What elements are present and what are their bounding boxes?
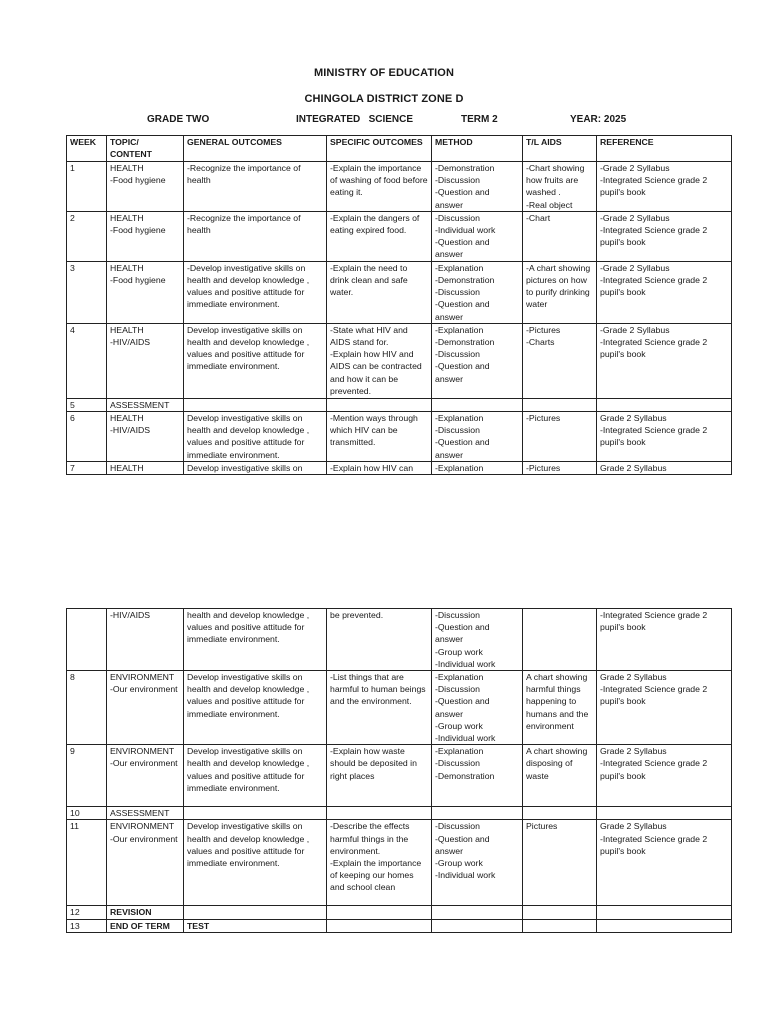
- cell-reference: Grade 2 Syllabus -Integrated Science grade 2 pupil's book: [597, 820, 732, 906]
- cell-method: [432, 398, 523, 411]
- cell-specific: -Mention ways through which HIV can be transmitted.: [327, 412, 432, 462]
- column-header-week: WEEK: [67, 136, 107, 162]
- cell-aids: [523, 919, 597, 932]
- cell-method: -Explanation -Discussion -Question and answer -Group work -Individual work: [432, 671, 523, 745]
- cell-general: [184, 906, 327, 919]
- cell-reference: Grade 2 Syllabus -Integrated Science grade 2 pupil's book: [597, 671, 732, 745]
- cell-aids: -A chart showing pictures on how to purify drinking water: [523, 261, 597, 323]
- cell-week: [67, 609, 107, 671]
- cell-topic: HEALTH -HIV/AIDS: [107, 323, 184, 398]
- column-header-reference: REFERENCE: [597, 136, 732, 162]
- cell-aids: -Chart: [523, 211, 597, 261]
- cell-general: Develop investigative skills on health and develop knowledge , values and positive attitude for immediate environment.: [184, 671, 327, 745]
- cell-topic: END OF TERM: [107, 919, 184, 932]
- cell-method: -Explanation: [432, 461, 523, 474]
- table-row-week-3: [67, 261, 732, 323]
- cell-aids: [523, 906, 597, 919]
- cell-topic: ENVIRONMENT -Our environment: [107, 820, 184, 906]
- cell-week: 11: [67, 820, 107, 906]
- cell-aids: Pictures: [523, 820, 597, 906]
- year-label: YEAR: 2025: [570, 114, 627, 125]
- cell-specific: -State what HIV and AIDS stand for. -Explain how HIV and AIDS can be contracted and how it can be prevented.: [327, 323, 432, 398]
- cell-aids: -Pictures: [523, 461, 597, 474]
- scheme-table-page-2: [66, 608, 732, 933]
- cell-reference: -Grade 2 Syllabus -Integrated Science grade 2 pupil's book: [597, 162, 732, 212]
- cell-specific: -Explain the dangers of eating expired food.: [327, 211, 432, 261]
- table-row-week-13: [67, 919, 732, 932]
- cell-general: health and develop knowledge , values and positive attitude for immediate environment.: [184, 609, 327, 671]
- table-row-week-2: [67, 211, 732, 261]
- table-row-week-4: [67, 323, 732, 398]
- cell-specific: -Explain the need to drink clean and safe water.: [327, 261, 432, 323]
- ministry-title: MINISTRY OF EDUCATION: [313, 67, 454, 79]
- cell-week: 4: [67, 323, 107, 398]
- cell-topic: -HIV/AIDS: [107, 609, 184, 671]
- column-header-topic: TOPIC/ CONTENT: [107, 136, 184, 162]
- cell-method: [432, 919, 523, 932]
- cell-week: 12: [67, 906, 107, 919]
- column-header-specific-outcomes: SPECIFIC OUTCOMES: [327, 136, 432, 162]
- cell-method: [432, 807, 523, 820]
- cell-aids: -Pictures: [523, 412, 597, 462]
- column-header-tl-aids: T/L AIDS: [523, 136, 597, 162]
- cell-aids: [523, 609, 597, 671]
- cell-method: [432, 906, 523, 919]
- cell-topic: HEALTH -Food hygiene: [107, 211, 184, 261]
- cell-reference: Grade 2 Syllabus -Integrated Science grade 2 pupil's book: [597, 412, 732, 462]
- cell-aids: [523, 807, 597, 820]
- cell-topic: HEALTH -Food hygiene: [107, 261, 184, 323]
- cell-method: -Explanation -Discussion -Question and answer: [432, 412, 523, 462]
- cell-week: 2: [67, 211, 107, 261]
- table-row-week-continued: [67, 609, 732, 671]
- cell-aids: [523, 398, 597, 411]
- cell-week: 3: [67, 261, 107, 323]
- district-title: CHINGOLA DISTRICT ZONE D: [304, 93, 464, 105]
- cell-specific: be prevented.: [327, 609, 432, 671]
- cell-method: -Discussion -Individual work -Question and answer: [432, 211, 523, 261]
- cell-topic: REVISION: [107, 906, 184, 919]
- cell-aids: -Pictures -Charts: [523, 323, 597, 398]
- column-header-general-outcomes: GENERAL OUTCOMES: [184, 136, 327, 162]
- cell-general: Develop investigative skills on health and develop knowledge , values and positive attitude for immediate environment.: [184, 820, 327, 906]
- cell-reference: -Grade 2 Syllabus -Integrated Science grade 2 pupil's book: [597, 211, 732, 261]
- cell-general: TEST: [184, 919, 327, 932]
- cell-week: 7: [67, 461, 107, 474]
- cell-method: -Discussion -Question and answer -Group work -Individual work: [432, 820, 523, 906]
- cell-reference: -Grade 2 Syllabus -Integrated Science grade 2 pupil's book: [597, 261, 732, 323]
- cell-week: 9: [67, 745, 107, 807]
- cell-method: -Discussion -Question and answer -Group work -Individual work: [432, 609, 523, 671]
- table-row-week-1: [67, 162, 732, 212]
- cell-week: 13: [67, 919, 107, 932]
- table-row-week-9: [67, 745, 732, 807]
- cell-reference: [597, 919, 732, 932]
- cell-specific: -Explain how HIV can: [327, 461, 432, 474]
- cell-specific: -List things that are harmful to human beings and the environment.: [327, 671, 432, 745]
- cell-method: -Demonstration -Discussion -Question and answer: [432, 162, 523, 212]
- cell-general: Develop investigative skills on health and develop knowledge , values and positive attitude for immediate environment.: [184, 412, 327, 462]
- cell-topic: ASSESSMENT: [107, 807, 184, 820]
- cell-specific: -Explain the importance of washing of food before eating it.: [327, 162, 432, 212]
- cell-reference: [597, 398, 732, 411]
- subject-label: INTEGRATED SCIENCE: [296, 114, 414, 125]
- table-row-week-8: [67, 671, 732, 745]
- cell-general: -Recognize the importance of health: [184, 162, 327, 212]
- cell-general: Develop investigative skills on health and develop knowledge , values and positive attitude for immediate environment.: [184, 745, 327, 807]
- term-label: TERM 2: [461, 114, 498, 125]
- cell-general: Develop investigative skills on health and develop knowledge , values and positive attitude for immediate environment.: [184, 323, 327, 398]
- cell-reference: -Integrated Science grade 2 pupil's book: [597, 609, 732, 671]
- cell-specific: [327, 919, 432, 932]
- table-row-week-6: [67, 412, 732, 462]
- table-row-week-5: [67, 398, 732, 411]
- cell-reference: [597, 906, 732, 919]
- table-row-week-11: [67, 820, 732, 906]
- cell-method: -Explanation -Demonstration -Discussion -Question and answer: [432, 323, 523, 398]
- cell-method: -Explanation -Demonstration -Discussion -Question and answer: [432, 261, 523, 323]
- cell-reference: [597, 807, 732, 820]
- cell-general: Develop investigative skills on: [184, 461, 327, 474]
- cell-week: 8: [67, 671, 107, 745]
- cell-topic: ENVIRONMENT -Our environment: [107, 745, 184, 807]
- cell-method: -Explanation -Discussion -Demonstration: [432, 745, 523, 807]
- cell-week: 6: [67, 412, 107, 462]
- grade-label: GRADE TWO: [147, 114, 210, 125]
- cell-week: 5: [67, 398, 107, 411]
- cell-specific: -Explain how waste should be deposited in right places: [327, 745, 432, 807]
- cell-topic: HEALTH -Food hygiene: [107, 162, 184, 212]
- cell-specific: [327, 807, 432, 820]
- cell-week: 1: [67, 162, 107, 212]
- cell-topic: ENVIRONMENT -Our environment: [107, 671, 184, 745]
- cell-topic: HEALTH -HIV/AIDS: [107, 412, 184, 462]
- cell-specific: [327, 398, 432, 411]
- table-header-row: [67, 136, 732, 162]
- cell-general: [184, 807, 327, 820]
- cell-reference: Grade 2 Syllabus: [597, 461, 732, 474]
- cell-reference: Grade 2 Syllabus -Integrated Science grade 2 pupil's book: [597, 745, 732, 807]
- column-header-method: METHOD: [432, 136, 523, 162]
- cell-reference: -Grade 2 Syllabus -Integrated Science grade 2 pupil's book: [597, 323, 732, 398]
- cell-aids: A chart showing disposing of waste: [523, 745, 597, 807]
- cell-general: [184, 398, 327, 411]
- cell-specific: -Describe the effects harmful things in the environment. -Explain the importance of keeping our homes and school clean: [327, 820, 432, 906]
- table-row-week-12: [67, 906, 732, 919]
- cell-specific: [327, 906, 432, 919]
- table-row-week-7: [67, 461, 732, 474]
- cell-aids: -Chart showing how fruits are washed . -Real object: [523, 162, 597, 212]
- cell-topic: HEALTH: [107, 461, 184, 474]
- cell-aids: A chart showing harmful things happening to humans and the environment: [523, 671, 597, 745]
- cell-week: 10: [67, 807, 107, 820]
- table-row-week-10: [67, 807, 732, 820]
- cell-general: -Develop investigative skills on health and develop knowledge , values and positive attitude for immediate environment.: [184, 261, 327, 323]
- cell-general: -Recognize the importance of health: [184, 211, 327, 261]
- scheme-table-page-1: [66, 135, 732, 475]
- cell-topic: ASSESSMENT: [107, 398, 184, 411]
